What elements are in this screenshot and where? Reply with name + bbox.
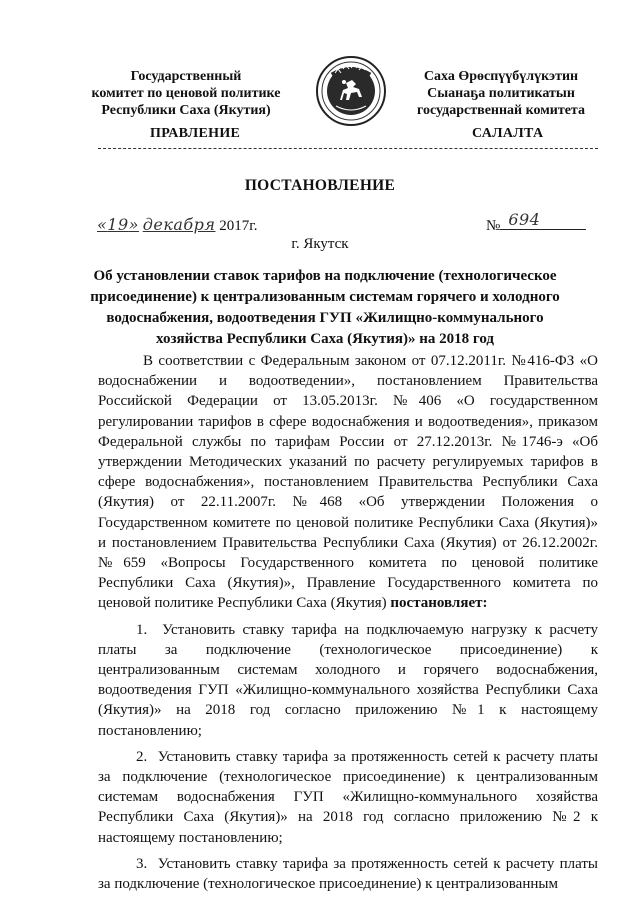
header-right-line: Сыанаҕа политикатын xyxy=(427,86,575,101)
list-item xyxy=(98,620,598,741)
header-right-subtitle: САЛАЛТА xyxy=(472,126,544,141)
subject-line: водоснабжения, водоотведения ГУП «Жилищно-коммунального xyxy=(106,310,544,326)
document-city: г. Якутск xyxy=(291,236,349,252)
subject-line: Об установлении ставок тарифов на подключение (технологическое xyxy=(93,268,557,284)
coat-of-arms-icon xyxy=(314,54,388,128)
item-number: 3. xyxy=(136,855,148,872)
document-date xyxy=(97,215,257,235)
header-divider xyxy=(98,148,598,149)
header-left-line: комитет по ценовой политике xyxy=(91,86,281,101)
date-open-quote: « xyxy=(97,215,108,234)
document-body xyxy=(98,351,598,894)
date-year: 2017г. xyxy=(219,218,258,234)
date-month: декабря xyxy=(142,215,216,234)
item-text: Установить ставку тарифа за протяженность сетей к расчету платы за подключение (технологическое присоединение) к централизованным системам водоснабжения ГУП «Жилищно-коммунального хозяйства Республики Саха (Якутия)» на 2018 год согласно приложению №2 к настоящему постановлению; xyxy=(98,748,598,846)
header-right-line: Саха Өрөспүүбүлүкэтин xyxy=(423,69,579,84)
list-item xyxy=(98,854,598,894)
item-number: 2. xyxy=(136,748,148,765)
header-left-org xyxy=(86,68,286,119)
date-day: 19 xyxy=(107,215,129,234)
item-text: Установить ставку тарифа на подключаемую нагрузку к расчету платы за подключение (технологическое присоединение) к централизованным системам холодного и горячего водоснабжения, водоотведения ГУП «Жилищно-коммунального хозяйства Республики Саха (Якутия)» на 2018 год согласно приложению №1 к настоящему постановлению; xyxy=(98,621,599,739)
document-title: ПОСТАНОВЛЕНИЕ xyxy=(244,177,396,194)
resolves-word: постановляет: xyxy=(390,595,488,612)
subject-line: хозяйства Республики Саха (Якутия)» на 2018 год xyxy=(156,331,494,347)
document-number xyxy=(486,210,586,235)
number-field xyxy=(500,210,586,230)
header-right-line: государственнай комитета xyxy=(417,103,585,118)
header-left-subtitle: ПРАВЛЕНИЕ xyxy=(150,126,241,141)
item-text: Установить ставку тарифа за протяженность сетей к расчету платы за подключение (технологическое присоединение) к централизованным xyxy=(98,855,598,893)
date-close-quote: » xyxy=(128,215,139,234)
list-item xyxy=(98,747,598,848)
number-label: № xyxy=(486,218,501,234)
header-left-line: Государственный xyxy=(130,69,242,84)
number-value: 694 xyxy=(508,210,541,229)
document-subject xyxy=(90,266,560,350)
preamble-text: В соответствии с Федеральным законом от 07.12.2011г. №416-ФЗ «О водоснабжении и водоотведении», постановлением Правительства Российской Федерации от 13.05.2013г. №406 «О государственном регулировании тарифов в сфере водоснабжения и водоотведения», приказом Федеральной службы по тарифам России от 27.12.2013г. №1746-э «Об утверждении Методических указаний по расчету регулируемых тарифов в сфере водоснабжения», постановлением Правительства Республики Саха (Якутия) от 22.11.2007г. №468 «Об утверждении Положения о Государственном комитете по ценовой политике Республики Саха (Якутия)» и постановлением Правительства Республики Саха (Якутия) от 26.12.2002г. №659 «Вопросы Государственного комитета по ценовой политике Республики Саха (Якутия)», Правление Государственного комитета по ценовой политике Республики Саха (Якутия) xyxy=(98,353,598,612)
header-left-line: Республики Саха (Якутия) xyxy=(101,103,271,118)
header-right-org xyxy=(396,68,606,119)
preamble-paragraph xyxy=(98,351,598,614)
item-number: 1. xyxy=(136,621,148,638)
subject-line: присоединение) к централизованным системам горячего и холодного xyxy=(90,289,560,305)
